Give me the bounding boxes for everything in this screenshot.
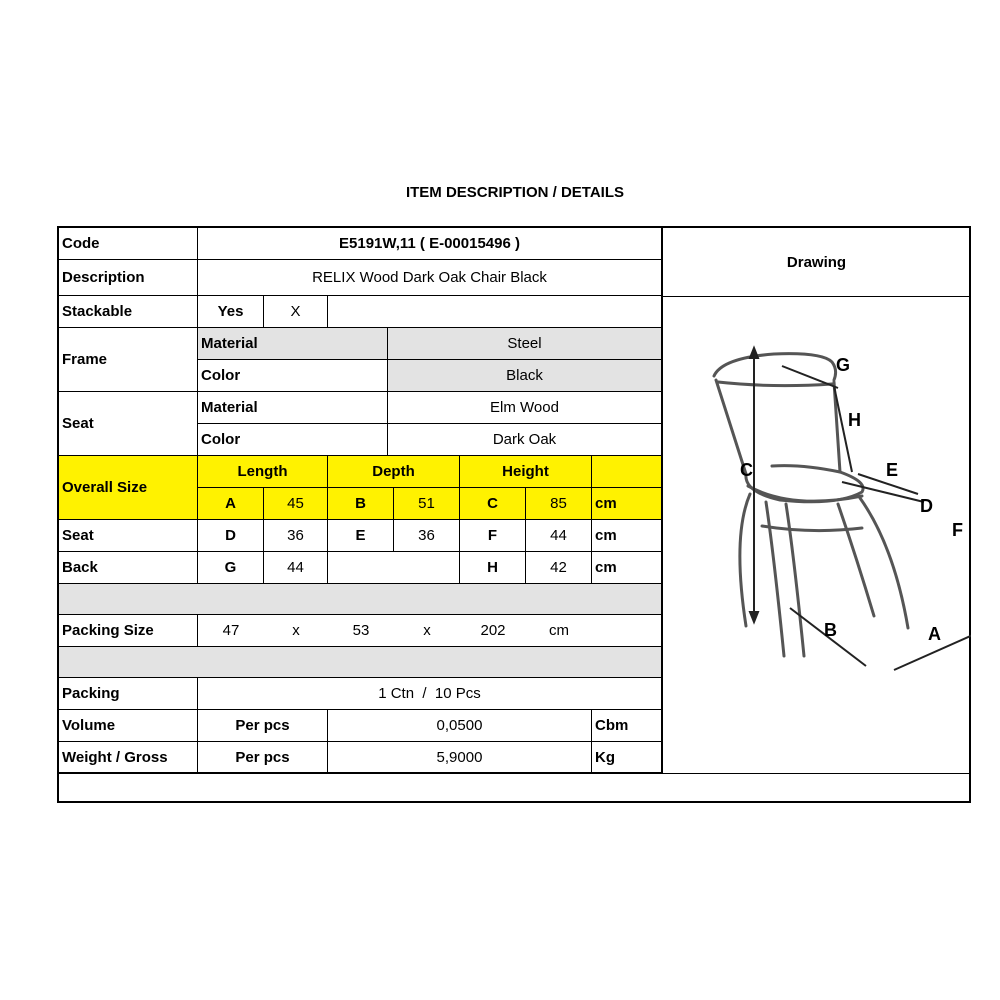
spacer-row-1 bbox=[59, 584, 662, 615]
frame-material-label: Material bbox=[198, 328, 388, 360]
chair-drawing bbox=[662, 296, 971, 773]
stackable-label: Stackable bbox=[59, 296, 198, 328]
dim-f-value: 44 bbox=[526, 520, 592, 552]
packing-x-1: x bbox=[292, 622, 300, 639]
label-g: G bbox=[836, 355, 851, 375]
stackable-option: Yes bbox=[198, 296, 264, 328]
volume-value: 0,0500 bbox=[328, 710, 592, 742]
seat-color-value: Dark Oak bbox=[388, 424, 662, 456]
packing-size-values bbox=[198, 615, 662, 647]
frame-color-label: Color bbox=[198, 360, 388, 392]
frame-color-value: Black bbox=[388, 360, 662, 392]
packing-label: Packing bbox=[59, 678, 198, 710]
seat-color-label: Color bbox=[198, 424, 388, 456]
chair-diagram bbox=[662, 296, 971, 773]
dim-e-letter: E bbox=[328, 520, 394, 552]
dim-c-letter: C bbox=[460, 488, 526, 520]
packing-value: 1 Ctn / 10 Pcs bbox=[198, 678, 662, 710]
label-a: A bbox=[928, 624, 941, 644]
code-value: E5191W,11 ( E-00015496 ) bbox=[198, 228, 662, 260]
packing-depth: 53 bbox=[352, 622, 370, 639]
depth-header: Depth bbox=[328, 456, 460, 488]
packing-size-label: Packing Size bbox=[59, 615, 198, 647]
dim-a-value: 45 bbox=[264, 488, 328, 520]
dim-e-value: 36 bbox=[394, 520, 460, 552]
weight-value: 5,9000 bbox=[328, 742, 592, 773]
back-dims-label: Back bbox=[59, 552, 198, 584]
label-c: C bbox=[740, 460, 753, 480]
back-dims-blank bbox=[328, 552, 460, 584]
label-h: H bbox=[848, 410, 861, 430]
weight-per: Per pcs bbox=[198, 742, 328, 773]
bottom-rule bbox=[59, 773, 969, 774]
dim-g-letter: G bbox=[198, 552, 264, 584]
seat-material-value: Elm Wood bbox=[388, 392, 662, 424]
label-b: B bbox=[824, 620, 837, 640]
seat-dims-label: Seat bbox=[59, 520, 198, 552]
weight-label: Weight / Gross bbox=[59, 742, 198, 773]
stackable-mark: X bbox=[264, 296, 328, 328]
seat-dims-unit: cm bbox=[592, 520, 662, 552]
dim-d-letter: D bbox=[198, 520, 264, 552]
back-dims-unit: cm bbox=[592, 552, 662, 584]
stackable-blank bbox=[328, 296, 662, 328]
packing-width: 47 bbox=[222, 622, 240, 639]
description-value: RELIX Wood Dark Oak Chair Black bbox=[198, 260, 662, 296]
volume-label: Volume bbox=[59, 710, 198, 742]
code-label: Code bbox=[59, 228, 198, 260]
overall-unit: cm bbox=[592, 488, 662, 520]
overall-blank bbox=[592, 456, 662, 488]
height-header: Height bbox=[460, 456, 592, 488]
label-d: D bbox=[920, 496, 933, 516]
frame-material-value: Steel bbox=[388, 328, 662, 360]
volume-per: Per pcs bbox=[198, 710, 328, 742]
packing-x-2: x bbox=[423, 622, 431, 639]
volume-unit: Cbm bbox=[592, 710, 662, 742]
dim-a-letter: A bbox=[198, 488, 264, 520]
label-f: F bbox=[952, 520, 963, 540]
chair-outline bbox=[714, 354, 908, 656]
item-details-sheet bbox=[57, 226, 971, 803]
dim-h-letter: H bbox=[460, 552, 526, 584]
seat-material-label: Material bbox=[198, 392, 388, 424]
weight-unit: Kg bbox=[592, 742, 662, 773]
dim-d-value: 36 bbox=[264, 520, 328, 552]
packing-height: 202 bbox=[480, 622, 506, 639]
frame-label: Frame bbox=[59, 328, 198, 392]
seat-spec-label: Seat bbox=[59, 392, 198, 456]
packing-unit: cm bbox=[549, 622, 569, 639]
overall-size-label: Overall Size bbox=[59, 456, 198, 520]
dim-b-letter: B bbox=[328, 488, 394, 520]
dim-b-value: 51 bbox=[394, 488, 460, 520]
dim-c-value: 85 bbox=[526, 488, 592, 520]
page-title: ITEM DESCRIPTION / DETAILS bbox=[405, 184, 625, 201]
length-header: Length bbox=[198, 456, 328, 488]
description-label: Description bbox=[59, 260, 198, 296]
drawing-title: Drawing bbox=[662, 228, 971, 297]
dim-h-value: 42 bbox=[526, 552, 592, 584]
dimension-arrows bbox=[750, 348, 971, 670]
label-e: E bbox=[886, 460, 899, 480]
dim-g-value: 44 bbox=[264, 552, 328, 584]
spacer-row-2 bbox=[59, 647, 662, 678]
dim-f-letter: F bbox=[460, 520, 526, 552]
